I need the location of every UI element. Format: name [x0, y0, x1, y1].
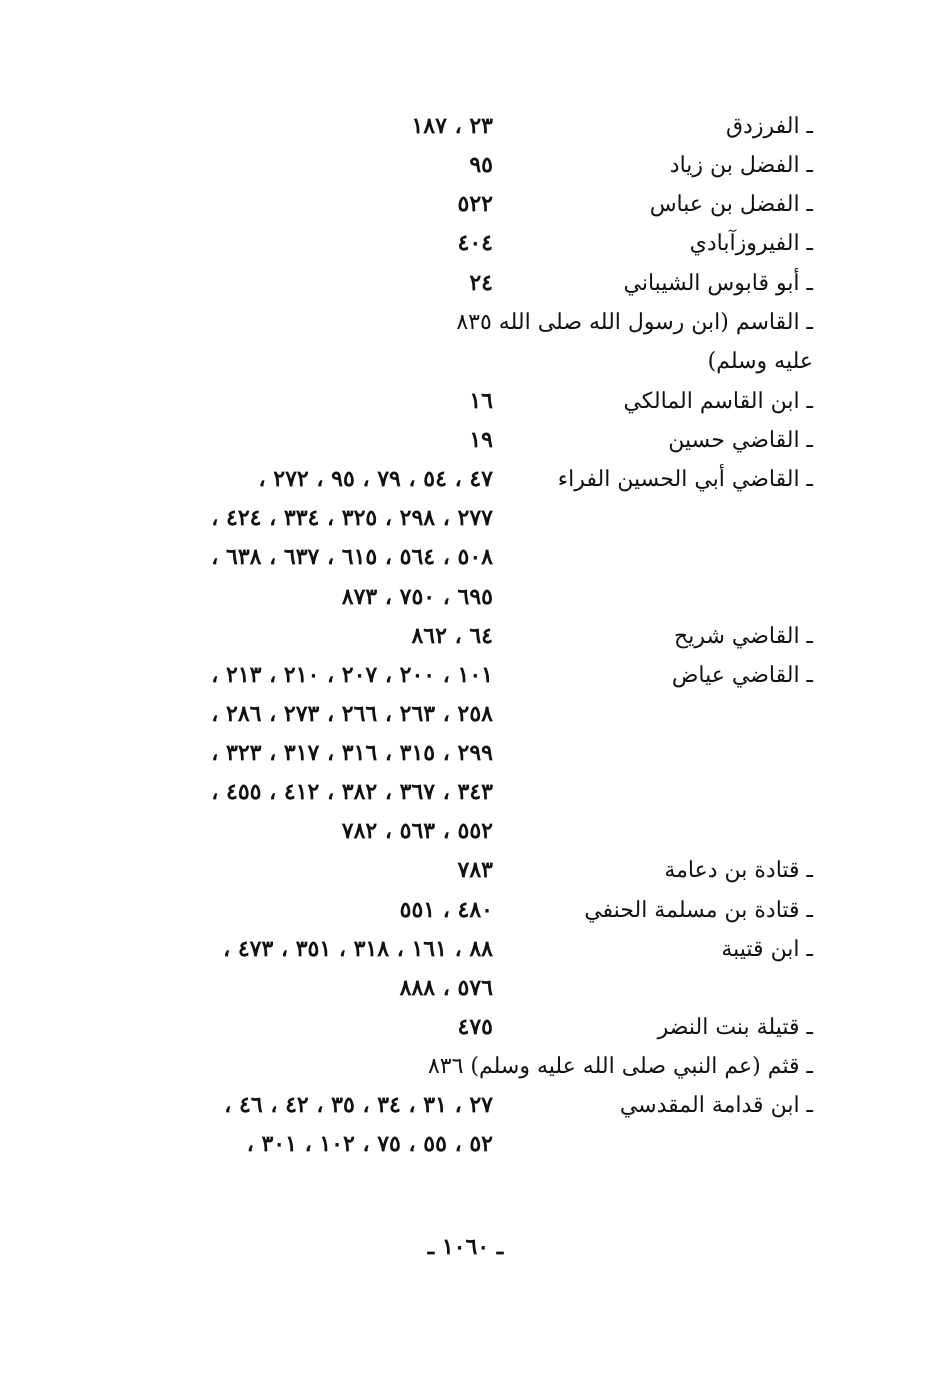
entry-full-line: ـ القاسم (ابن رسول الله صلى الله ٨٣٥ — [456, 310, 813, 335]
entry-name: ـ الفضل بن زياد — [669, 153, 813, 178]
entry-name: ـ ابن القاسم المالكي — [623, 389, 813, 414]
entry-pages: ٦٩٥ ، ٧٥٠ ، ٨٧٣ — [341, 584, 493, 610]
entry-pages: ٢٥٨ ، ٢٦٣ ، ٢٦٦ ، ٢٧٣ ، ٢٨٦ ، — [211, 701, 493, 727]
entry-name: ـ الفضل بن عباس — [649, 192, 813, 217]
page-number: ـ ١٠٦٠ ـ — [427, 1234, 504, 1260]
entry-name: ـ أبو قابوس الشيباني — [623, 271, 813, 296]
entry-pages: ٤٠٤ — [457, 230, 493, 256]
entry-name: ـ القاضي أبي الحسين الفراء — [557, 467, 813, 492]
entry-continuation: عليه وسلم) — [707, 349, 813, 374]
entry-name: ـ قتادة بن مسلمة الحنفي — [584, 898, 813, 923]
entry-pages: ٨٨ ، ١٦١ ، ٣١٨ ، ٣٥١ ، ٤٧٣ ، — [223, 936, 493, 962]
entry-pages: ٢٤ — [469, 270, 493, 296]
entry-full-line: ـ قثم (عم النبي صلى الله عليه وسلم) ٨٣٦ — [427, 1054, 813, 1079]
entry-pages: ٢٧ ، ٣١ ، ٣٤ ، ٣٥ ، ٤٢ ، ٤٦ ، — [224, 1092, 493, 1118]
entry-pages: ٥٧٦ ، ٨٨٨ — [399, 975, 493, 1001]
entry-pages: ١٦ — [469, 388, 493, 414]
entry-pages: ٢٧٧ ، ٢٩٨ ، ٣٢٥ ، ٣٣٤ ، ٤٢٤ ، — [211, 505, 493, 531]
entry-name: ـ ابن قتيبة — [721, 937, 813, 962]
entry-name: ـ القاضي حسين — [668, 428, 813, 453]
entry-pages: ٤٧٥ — [457, 1014, 493, 1040]
entry-name: ـ القاضي عياض — [671, 663, 813, 688]
entry-pages: ٧٨٣ — [457, 857, 493, 883]
entry-pages: ٣٤٣ ، ٣٦٧ ، ٣٨٢ ، ٤١٢ ، ٤٥٥ ، — [211, 779, 493, 805]
entry-pages: ٥٢ ، ٥٥ ، ٧٥ ، ١٠٢ ، ٣٠١ ، — [246, 1131, 493, 1157]
entry-pages: ٦٤ ، ٨٦٢ — [411, 623, 493, 649]
entry-pages: ٥٢٢ — [457, 191, 493, 217]
entry-name: ـ ابن قدامة المقدسي — [619, 1093, 813, 1118]
entry-pages: ٢٩٩ ، ٣١٥ ، ٣١٦ ، ٣١٧ ، ٣٢٣ ، — [211, 740, 493, 766]
entry-name: ـ قتيلة بنت النضر — [657, 1015, 813, 1040]
entry-pages: ١٩ — [469, 427, 493, 453]
entry-pages: ٩٥ — [469, 152, 493, 178]
entry-pages: ٥٥٢ ، ٥٦٣ ، ٧٨٢ — [341, 818, 493, 844]
entry-pages: ٤٧ ، ٥٤ ، ٧٩ ، ٩٥ ، ٢٧٢ ، — [258, 466, 493, 492]
entry-pages: ١٠١ ، ٢٠٠ ، ٢٠٧ ، ٢١٠ ، ٢١٣ ، — [211, 662, 493, 688]
entry-pages: ٥٠٨ ، ٥٦٤ ، ٦١٥ ، ٦٣٧ ، ٦٣٨ ، — [211, 544, 493, 570]
entry-name: ـ القاضي شريح — [674, 624, 813, 649]
entry-name: ـ الفيروزآبادي — [689, 231, 813, 256]
entry-pages: ٤٨٠ ، ٥٥١ — [399, 897, 493, 923]
entry-name: ـ قتادة بن دعامة — [664, 858, 813, 883]
entry-name: ـ الفرزدق — [725, 114, 813, 139]
entry-pages: ٢٣ ، ١٨٧ — [411, 113, 493, 139]
